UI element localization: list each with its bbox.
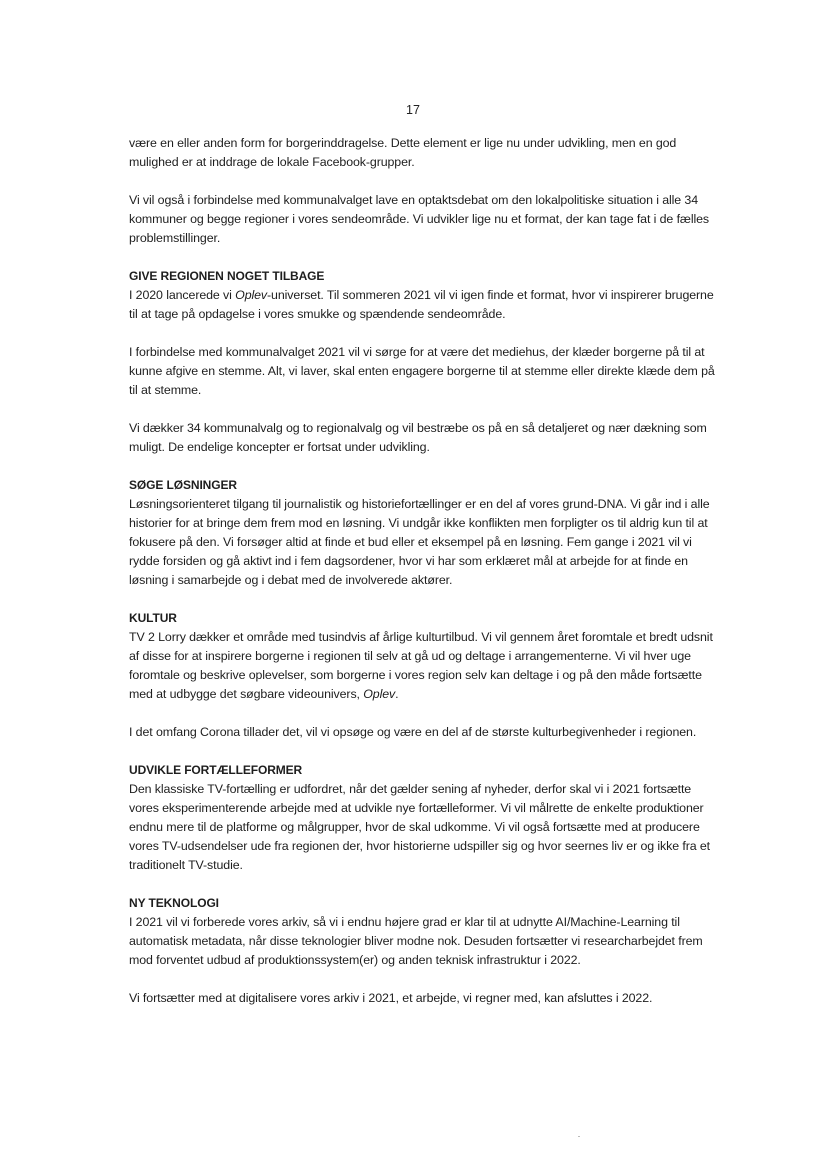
page-number: 17 [406,103,420,117]
text-span: TV 2 Lorry dækker et område med tusindvis af årlige kulturtilbud. Vi vil gennem året foromtale et bredt udsnit af disse for at inspirere borgerne i regionen til selv at gå ud og deltage i arrangementerne. Vi vil hver uge foromtale og beskrive oplevelser, som borgerne i vores region selv kan deltage i og på den måde fortsætte med at udbygge det søgbare videounivers, [129,630,713,701]
scan-speck [578,1136,580,1137]
paragraph-valgdaekning: Vi dækker 34 kommunalvalg og to regionalvalg og vil bestræbe os på en så detaljeret og nær dækning som muligt. De endelige koncepter er fortsat under udvikling. [129,421,707,454]
text-span: I 2020 lancerede vi [129,288,236,302]
heading-udvikle-fortaelleformer: UDVIKLE FORTÆLLEFORMER [129,763,303,777]
paragraph-gap [129,400,719,419]
paragraph-oplev-universet [129,286,719,324]
paragraph-kommunalvalg-2021: I forbindelse med kommunalvalget 2021 vil vi sørge for at være det mediehus, der klæder borgerne på til at kunne afgive en stemme. Alt, vi laver, skal enten engagere borgerne til at stemme eller direkte klæde dem på til at stemme. [129,345,715,397]
emphasis-oplev: Oplev [363,687,396,701]
paragraph-borgerinddragelse: være en eller anden form for borgerinddragelse. Dette element er lige nu under udvikling, men en god mulighed er at inddrage de lokale Facebook-grupper. [129,136,677,169]
paragraph-gap [129,970,719,989]
paragraph-arkiv-ai: I 2021 vil vi forberede vores arkiv, så vi i endnu højere grad er klar til at udnytte AI/Machine-Learning til automatisk metadata, når disse teknologier bliver modne nok. Desuden fortsætter vi researcharbejdet frem mod forventet udbud af produktionssystem(er) og anden teknisk infrastruktur i 2022. [129,915,703,967]
page-content [129,134,719,1008]
paragraph-gap [129,324,719,343]
text-span: -universet. Til sommeren 2021 vil vi igen finde et format, hvor vi inspirerer brugerne til at tage på opdagelse i vores smukke og spændende sendeområde. [129,288,714,321]
emphasis-oplev: Oplev [235,288,268,302]
heading-ny-teknologi: NY TEKNOLOGI [129,896,219,910]
heading-kultur: KULTUR [129,611,177,625]
text-span: . [395,687,399,701]
heading-give-regionen: GIVE REGIONEN NOGET TILBAGE [129,269,325,283]
paragraph-tv-fortaelling: Den klassiske TV-fortælling er udfordret, når det gælder sening af nyheder, derfor skal vi i 2021 fortsætte vores eksperimenterende arbejde med at udvikle nye fortælleformer. Vi vil målrette de enkelte produktioner endnu mere til de platforme og målgrupper, hvor de skal udkomme. Vi vil også fortsætte med at producere vores TV-udsendelser ude fra regionen der, hvor historierne udspiller sig og hvor seernes liv er og ikke fra et traditionelt TV-studie. [129,782,710,872]
paragraph-digitalisering: Vi fortsætter med at digitalisere vores arkiv i 2021, et arbejde, vi regner med, kan afsluttes i 2022. [129,991,653,1005]
paragraph-loesningsorienteret: Løsningsorienteret tilgang til journalistik og historiefortællinger er en del af vores grund-DNA. Vi går ind i alle historier for at bringe dem frem mod en løsning. Vi undgår ikke konflikten men forpligter os til aldrig kun til at fokusere på den. Vi forsøger altid at finde et bud eller et eksempel på en løsning. Fem gange i 2021 vil vi rydde forsiden og gå aktivt ind i fem dagsordener, hvor vi har som erklæret mål at arbejde for at finde en løsning i samarbejde og i debat med de involverede aktører. [129,497,710,587]
paragraph-gap [129,590,719,609]
paragraph-gap [129,457,719,476]
paragraph-kulturtilbud [129,628,719,704]
paragraph-gap [129,875,719,894]
paragraph-gap [129,704,719,723]
paragraph-optaktsdebat: Vi vil også i forbindelse med kommunalvalget lave en optaktsdebat om den lokalpolitiske situation i alle 34 kommuner og begge regioner i vores sendeområde. Vi udvikler lige nu et format, der kan tage fat i de fælles problemstillinger. [129,193,710,245]
heading-soege-loesninger: SØGE LØSNINGER [129,478,237,492]
paragraph-gap [129,172,719,191]
paragraph-gap [129,742,719,761]
paragraph-gap [129,248,719,267]
paragraph-corona: I det omfang Corona tillader det, vil vi opsøge og være en del af de største kulturbegivenheder i regionen. [129,725,697,739]
